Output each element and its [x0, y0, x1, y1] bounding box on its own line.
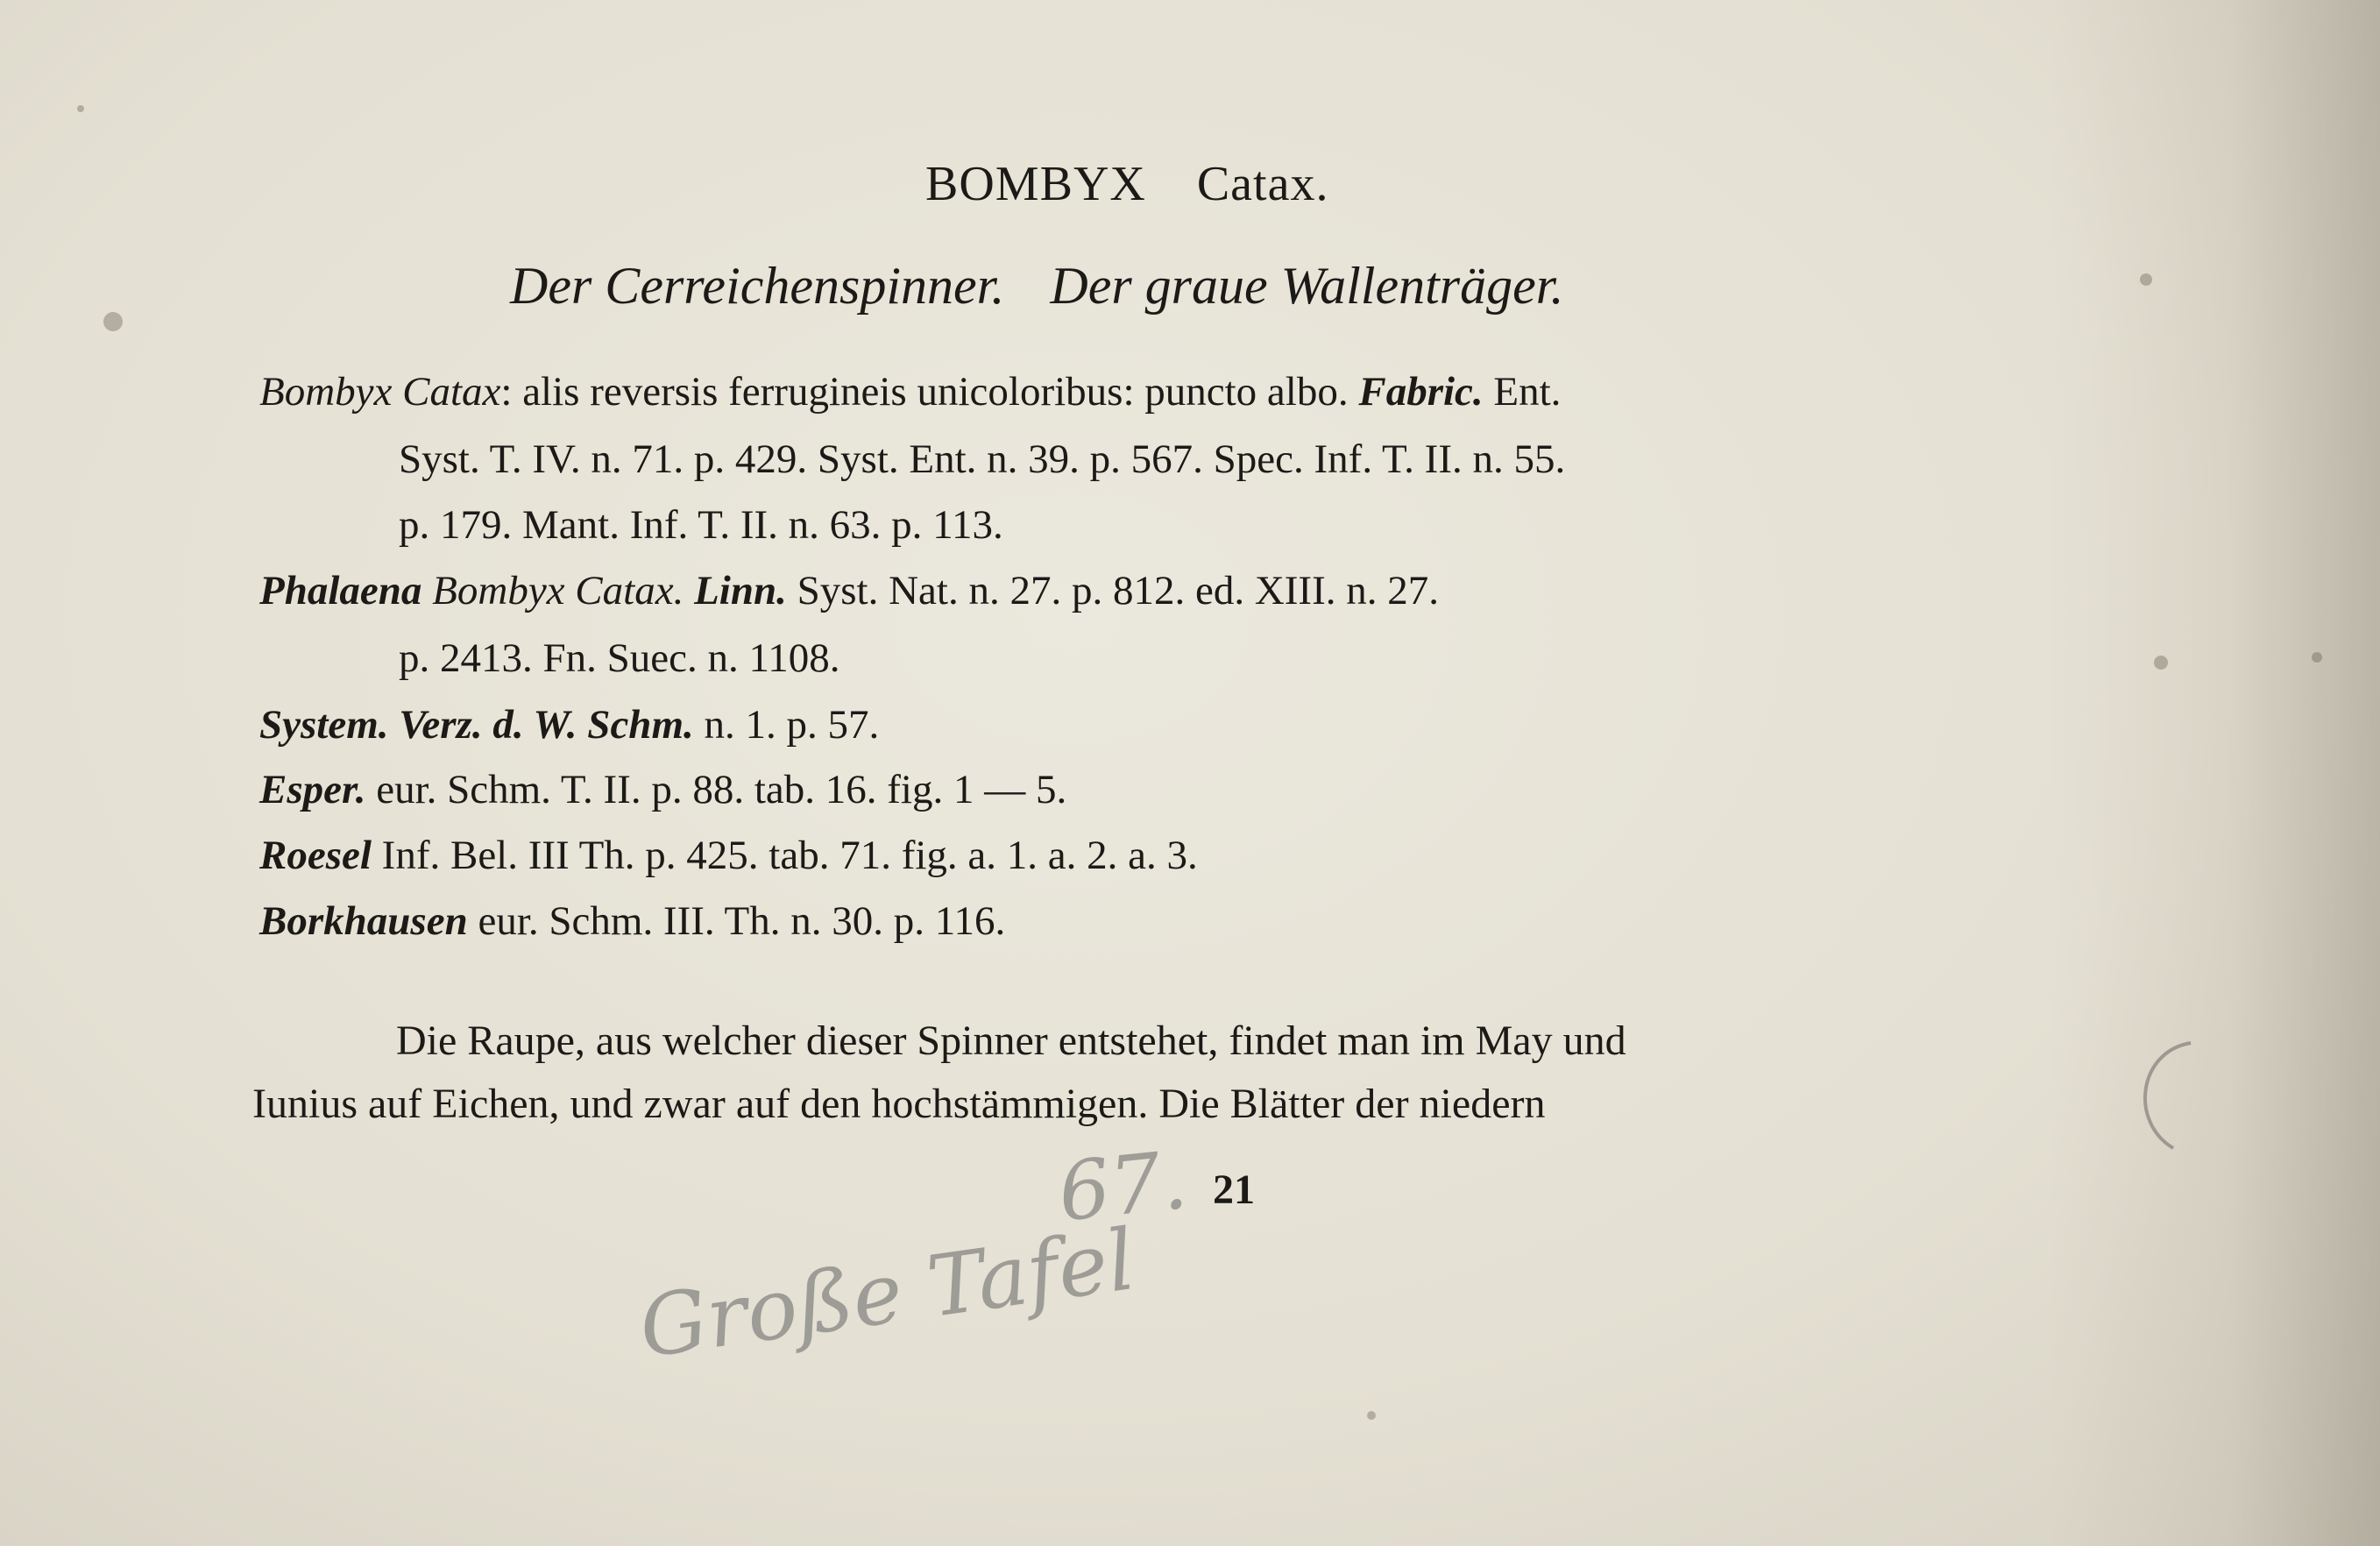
genus-name: BOMBYX: [925, 157, 1146, 211]
reference-text: p. 179. Mant. Inf. T. II. n. 63. p. 113.: [399, 502, 1003, 548]
synonymy-line: [399, 436, 1565, 483]
reference-author: Fabric.: [1358, 369, 1484, 415]
paper-speck: [77, 105, 84, 112]
reference-text: Bombyx Catax.: [421, 568, 695, 613]
common-name-2: Der graue Wallenträger.: [1050, 257, 1564, 315]
paper-speck: [2154, 656, 2168, 670]
handwritten-number: 67.: [1053, 1132, 1192, 1240]
paper-speck: [2140, 273, 2152, 286]
reference-text: eur. Schm. III. Th. n. 30. p. 116.: [467, 898, 1006, 944]
reference-text: Syst. T. IV. n. 71. p. 429. Syst. Ent. n. 39. p. 567. Spec. Inf. T. II. n. 55.: [399, 436, 1566, 482]
reference-author: Roesel: [259, 833, 372, 878]
synonymy-line: [399, 501, 1003, 549]
paper-speck: [103, 312, 123, 331]
reference-text: n. 1. p. 57.: [693, 702, 880, 748]
common-name-1: Der Cerreichenspinner.: [510, 257, 1005, 315]
reference-author: Esper.: [259, 767, 366, 812]
synonymy-line: [259, 368, 1561, 415]
reference-text: Syst. Nat. n. 27. p. 812. ed. XIII. n. 27.: [786, 568, 1439, 613]
pencil-mark: [2121, 1034, 2208, 1157]
reference-text: eur. Schm. T. II. p. 88. tab. 16. fig. 1 — 5.: [365, 767, 1067, 812]
synonymy-line: [259, 766, 1066, 813]
handwritten-note: Große Tafel: [633, 1209, 1141, 1378]
body-text-line-2: Iunius auf Eichen, und zwar auf den hochstämmigen. Die Blätter der niedern: [252, 1081, 1546, 1127]
synonymy-line: [259, 897, 1005, 945]
reference-text: Inf. Bel. III Th. p. 425. tab. 71. fig. a. 1. a. 2. a. 3.: [371, 833, 1198, 878]
species-name: Catax.: [1196, 157, 1329, 211]
reference-author: Phalaena: [259, 568, 422, 613]
reference-author: Linn.: [694, 568, 787, 613]
paper-speck: [1367, 1411, 1376, 1420]
reference-text: p. 2413. Fn. Suec. n. 1108.: [399, 635, 840, 681]
reference-text: Ent.: [1483, 369, 1562, 415]
reference-author: Borkhausen: [259, 898, 468, 944]
reference-author: Bombyx Catax: [259, 369, 501, 415]
reference-text: : alis reversis ferrugineis unicoloribus: puncto albo.: [500, 369, 1359, 415]
body-text-line-1: Die Raupe, aus welcher dieser Spinner entstehet, findet man im May und: [396, 1018, 1626, 1064]
page-number: 21: [1213, 1167, 1255, 1213]
synonymy-line: [259, 832, 1198, 879]
synonymy-line: [259, 701, 879, 748]
reference-author: System. Verz. d. W. Schm.: [259, 702, 694, 748]
synonymy-line: [399, 635, 840, 682]
synonymy-line: [259, 567, 1439, 614]
paper-speck: [2312, 652, 2322, 663]
